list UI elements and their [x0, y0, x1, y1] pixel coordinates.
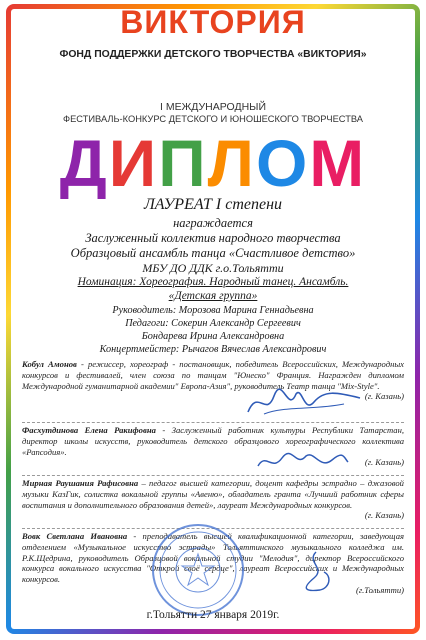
signature-icon [286, 548, 346, 596]
jury-description: - Заслуженный работник культуры Республики Татарстан, директор школы искусств, руководитель детского образцового хореографического коллектива «Рапсодия». [22, 425, 404, 457]
logo-text: ВИКТОРИЯ [120, 4, 306, 40]
jury-name: Мирная Раушания Рафисовна [22, 478, 139, 488]
jury-description: - режиссер, хореограф - постановщик, победитель Всероссийских, Международных конкурсов и фестивалей, член союза по танцам "Юнеско" Франция. Награжден дипломом Международной гуманитарной академии" Европа-Азия", руководитель Театр танца "Mix-Style". [22, 359, 404, 391]
jury-description: – педагог высшей категории, доцент кафедры эстрадно – джазовой музыки КазГик, солистка вокальной группы «Авеню», обладатель гранта «Лучший работник сферы воспитания и дополнительного образования детей», лауреат Международных конкурсов. [22, 478, 404, 510]
separator [22, 475, 404, 476]
jury-city: (г.Тольятти) [355, 584, 404, 595]
diploma-letter: О [255, 126, 310, 200]
fund-name: ФОНД ПОДДЕРЖКИ ДЕТСКОГО ТВОРЧЕСТВА «ВИКТОРИЯ» [59, 49, 367, 60]
laureate-degree: ЛАУРЕАТ I степени [143, 196, 283, 213]
diploma-letter: М [309, 126, 367, 200]
age-group: «Детская группа» [168, 290, 258, 302]
leader-line: Руководитель: Морозова Марина Геннадьевна [112, 305, 314, 316]
jury-description: - преподаватель высшей квалификационной категории, заведующая отделением «Музыкальное искусство эстрады» Тольяттинского музыкального колледжа им. Р.К.Щедрина, руководитель Образцовой вокальной студии "Мелодия", директор Всероссийского конкурса вокального искусства "Открой своё сердце", лауреат Всероссийских и Международных конкурсов. [22, 531, 404, 585]
school-name: МБУ ДО ДДК г.о.Тольятти [142, 261, 284, 275]
ensemble-name: Образцовый ансамбль танца «Счастливое детство» [70, 246, 356, 260]
jury-name: Фасхутдинова Елена Ракифовна [22, 425, 156, 435]
festival-line-1: I МЕЖДУНАРОДНЫЙ [159, 101, 266, 113]
nomination: Номинация: Хореография. Народный танец. Ансамбль. [77, 276, 349, 288]
diploma-letter: П [158, 126, 208, 200]
jury-name: Кобул Амонов [22, 359, 77, 369]
festival-line-2: ФЕСТИВАЛЬ-КОНКУРС ДЕТСКОГО И ЮНОШЕСКОГО ТВОРЧЕСТВА [63, 114, 363, 124]
jury-city: (г. Казань) [364, 457, 404, 468]
signature-icon [244, 384, 364, 420]
jury-city: (г. Казань) [364, 510, 404, 521]
teacher-2-line: Бондарева Ирина Александровна [141, 331, 285, 342]
date-place: г.Тольятти 27 января 2019г. [146, 609, 280, 621]
diploma-letter: Л [207, 126, 256, 200]
signature-icon [254, 448, 350, 474]
diploma-title [0, 126, 426, 200]
diploma-letter: И [108, 126, 159, 200]
awarded-label: награждается [173, 216, 253, 230]
jury-member [22, 478, 404, 521]
concertmaster-line: Концертмейстер: Рычагов Вячеслав Александрович [99, 344, 327, 355]
separator [22, 422, 404, 423]
diploma-letter: Д [59, 126, 109, 200]
jury-city: (г. Казань) [364, 391, 404, 402]
seal-icon [150, 522, 246, 618]
teachers-line: Педагоги: Сокерин Александр Сергеевич [125, 318, 301, 329]
jury-name: Вовк Светлана Ивановна [22, 531, 128, 541]
collective-title: Заслуженный коллектив народного творчества [85, 231, 341, 245]
